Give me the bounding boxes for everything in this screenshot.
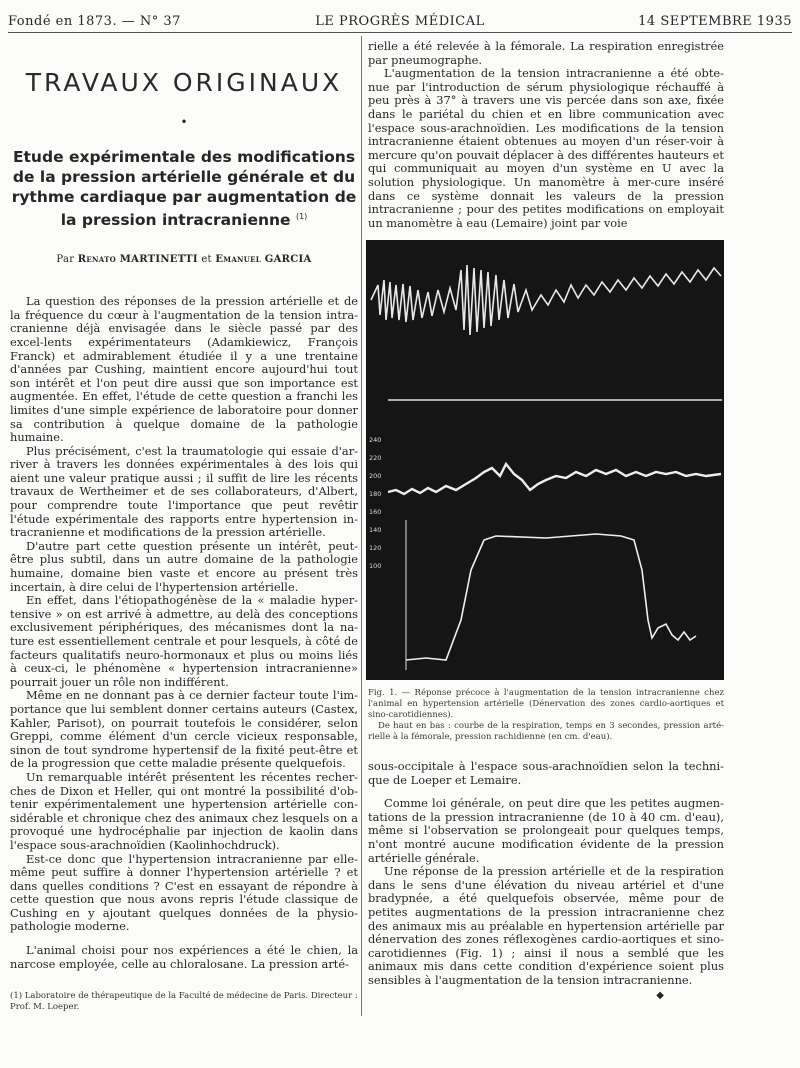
paragraph: sous-occipitale à l'espace sous-arachnoïdien selon la techni-que de Loeper et Lemaire. bbox=[368, 759, 724, 787]
column-divider bbox=[361, 36, 362, 1016]
paragraph: rielle a été relevée à la fémorale. La respiration enregistrée par pneumographe. bbox=[368, 39, 724, 67]
header-divider bbox=[8, 32, 792, 33]
section-title: TRAVAUX ORIGINAUX bbox=[25, 68, 343, 97]
header-date: 14 SEPTEMBRE 1935 bbox=[638, 14, 792, 29]
paragraph: D'autre part cette question présente un intérêt, peut-être plus subtil, dans un autre domaine de la pathologie humaine, domaine bien vaste et encore au présent très incertain, à dire celui de l'hypertension artérielle. bbox=[10, 538, 358, 594]
kymograph-tracing-svg bbox=[366, 240, 724, 680]
header-journal-title: LE PROGRÈS MÉDICAL bbox=[315, 14, 485, 29]
paragraph: La question des réponses de la pression artérielle et de la fréquence du cœur à l'augmentation de la tension intra-cranienne déjà envisagée dans le siècle passé par des excel-lents expérimentateurs (Adamkiewicz, François Franck) et admirablement étudiée il y a une trentaine d'années par Cushing, maintient encore aujourd'hui tout son intérêt et l'on peut dire aussi que son importance est augmentée. En effet, l'étude de cette question a franchi les limites d'une simple expérience de laboratoire pour donner sa contribution à quelque domaine de la pathologie humaine. bbox=[10, 294, 358, 445]
end-ornament: ◆ bbox=[656, 989, 664, 1001]
byline-and: et bbox=[201, 254, 212, 266]
figure-caption bbox=[368, 688, 724, 743]
paragraph: Comme loi générale, on peut dire que les petites augmen-tations de la pression intracranienne (de 10 à 40 cm. d'eau), même si l'observation se prolongeait pour quelques temps, n'ont montré aucune modification évidente de la pression artérielle générale. bbox=[368, 796, 724, 865]
paragraph: En effet, dans l'étiopathogénèse de la « maladie hyper-tensive » on est arrivé à admettre, au delà des conceptions exclusivement périphériques, des mécanismes dont la na-ture est essentiellement centrale et pour lesquels, à côté de facteurs qualitatifs neuro-hormonaux et plus ou moins liés à ceux-ci, le phénomène « hypertension intracranienne» pourrait jouer un rôle non indifférent. bbox=[10, 593, 358, 689]
paragraph: L'animal choisi pour nos expériences a été le chien, la narcose employée, celle au chloralosane. La pression arté- bbox=[10, 943, 358, 971]
byline-prefix: Par bbox=[56, 254, 75, 266]
left-body-text bbox=[10, 295, 358, 971]
caption-text: — Réponse précoce à l'augmentation de la tension intracranienne chez l'animal en hypertension artérielle (Dénervation des zones cardio-aortiques et sino-carotidiennes). bbox=[368, 688, 725, 720]
figure-label: Fig. 1. bbox=[368, 688, 398, 698]
section-ornament: • bbox=[180, 115, 188, 129]
scale-label: 100 bbox=[369, 562, 382, 570]
paragraph: L'augmentation de la tension intracranienne a été obte-nue par l'introduction de sérum physiologique réchauffé à peu près à 37° à travers une vis percée dans son axe, fixée dans le pariétal du chien et en libre communication avec l'espace sous-arachnoïdien. Les modifications de la tension intracranienne étaient obtenues au moyen d'un réser-voir à mercure qu'on pouvait déplacer à des différentes hauteurs et qui communiquait au moyen d'un système en U avec la solution physiologique. Un manomètre à mer-cure inséré dans ce système donnait les valeurs de la pression intracranienne ; pour des petites modifications on employait un manomètre à eau (Lemaire) joint par voie bbox=[368, 66, 724, 230]
right-bottom-body-text bbox=[368, 760, 724, 988]
right-top-body-text bbox=[368, 40, 724, 230]
paragraph: Est-ce donc que l'hypertension intracranienne par elle-même peut suffire à donner l'hypertension artérielle ? et dans quelles conditions ? C'est en essayant de répondre à cette question que nous avons repris l'étude classique de Cushing en y ajoutant quelques données de la physio-pathologie moderne. bbox=[10, 851, 358, 934]
paragraph: Même en ne donnant pas à ce dernier facteur toute l'im-portance que lui semblent donner certains auteurs (Castex, Kahler, Parisot), on pourrait toutefois le considérer, selon Greppi, comme élément d'un cercle vicieux responsable, sinon de tout syndrome hypertensif de la fixité peut-être et de la progression que cette maladie présente quelquefois. bbox=[10, 688, 358, 771]
footnote: (1) Laboratoire de thérapeutique de la Faculté de médecine de Paris. Directeur : Prof. M. Loeper. bbox=[10, 991, 358, 1013]
running-header bbox=[8, 10, 792, 34]
scale-label: 180 bbox=[369, 490, 382, 498]
article-title-text: Etude expérimentale des modifications de la pression artérielle générale et du rythme cardiaque par augmentation de la pression intracranienne bbox=[11, 148, 357, 230]
title-footnote-ref: (1) bbox=[295, 212, 308, 221]
paragraph: Plus précisément, c'est la traumatologie qui essaie d'ar-river à travers les données expérimentales à des lois qui aient une valeur pratique aussi ; il suffit de lire les récents travaux de Wertheimer et de ses collaborateurs, d'Albert, pour comprendre toute l'importance que peut revêtir l'étude expérimentale des rapports entre hypertension in-tracranienne et modifications de la pression artérielle. bbox=[10, 443, 358, 540]
author-2: Emanuel GARCIA bbox=[215, 254, 312, 266]
caption-legend: De haut en bas : courbe de la respiration, temps en 3 secondes, pression arté-rielle à la fémorale, pression rachidienne (en cm. d'eau). bbox=[368, 721, 724, 742]
scale-label: 160 bbox=[369, 508, 382, 516]
scale-label: 240 bbox=[369, 436, 382, 444]
scale-label: 220 bbox=[369, 454, 382, 462]
header-founded: Fondé en 1873. — N° 37 bbox=[8, 14, 181, 29]
scale-label: 120 bbox=[369, 544, 382, 552]
author-1: Renato MARTINETTI bbox=[77, 254, 198, 266]
scale-label: 140 bbox=[369, 526, 382, 534]
paragraph: Un remarquable intérêt présentent les récentes recher-ches de Dixon et Heller, qui ont montré la possibilité d'ob-tenir expérimentalement une hypertension artérielle con-sidérable et chronique chez des animaux chez lesquels on a provoqué une hydrocéphalie par injection de kaolin dans l'espace sous-arachnoïdien (Kaolinhochdruck). bbox=[10, 769, 358, 852]
article-title bbox=[10, 147, 358, 230]
right-column-top bbox=[368, 40, 724, 230]
right-column-bottom bbox=[368, 760, 724, 1001]
byline bbox=[10, 254, 358, 265]
paragraph: Une réponse de la pression artérielle et de la respiration dans le sens d'une élévation du niveau artériel et d'une bradypnée, a été quelquefois observée, même pour de petites augmentations de la pression intracranienne chez des animaux mis au préalable en hypertension artérielle par dénervation des zones réflexogènes cardio-aortiques et sino-carotidiennes (Fig. 1) ; ainsi il nous a semblé que les animaux mis dans cette condition d'expérience soient plus sensibles à l'augmentation de la tension intracranienne. bbox=[368, 864, 724, 987]
figure-kymograph-tracing bbox=[366, 240, 724, 680]
left-column bbox=[10, 40, 358, 1013]
scale-label: 200 bbox=[369, 472, 382, 480]
